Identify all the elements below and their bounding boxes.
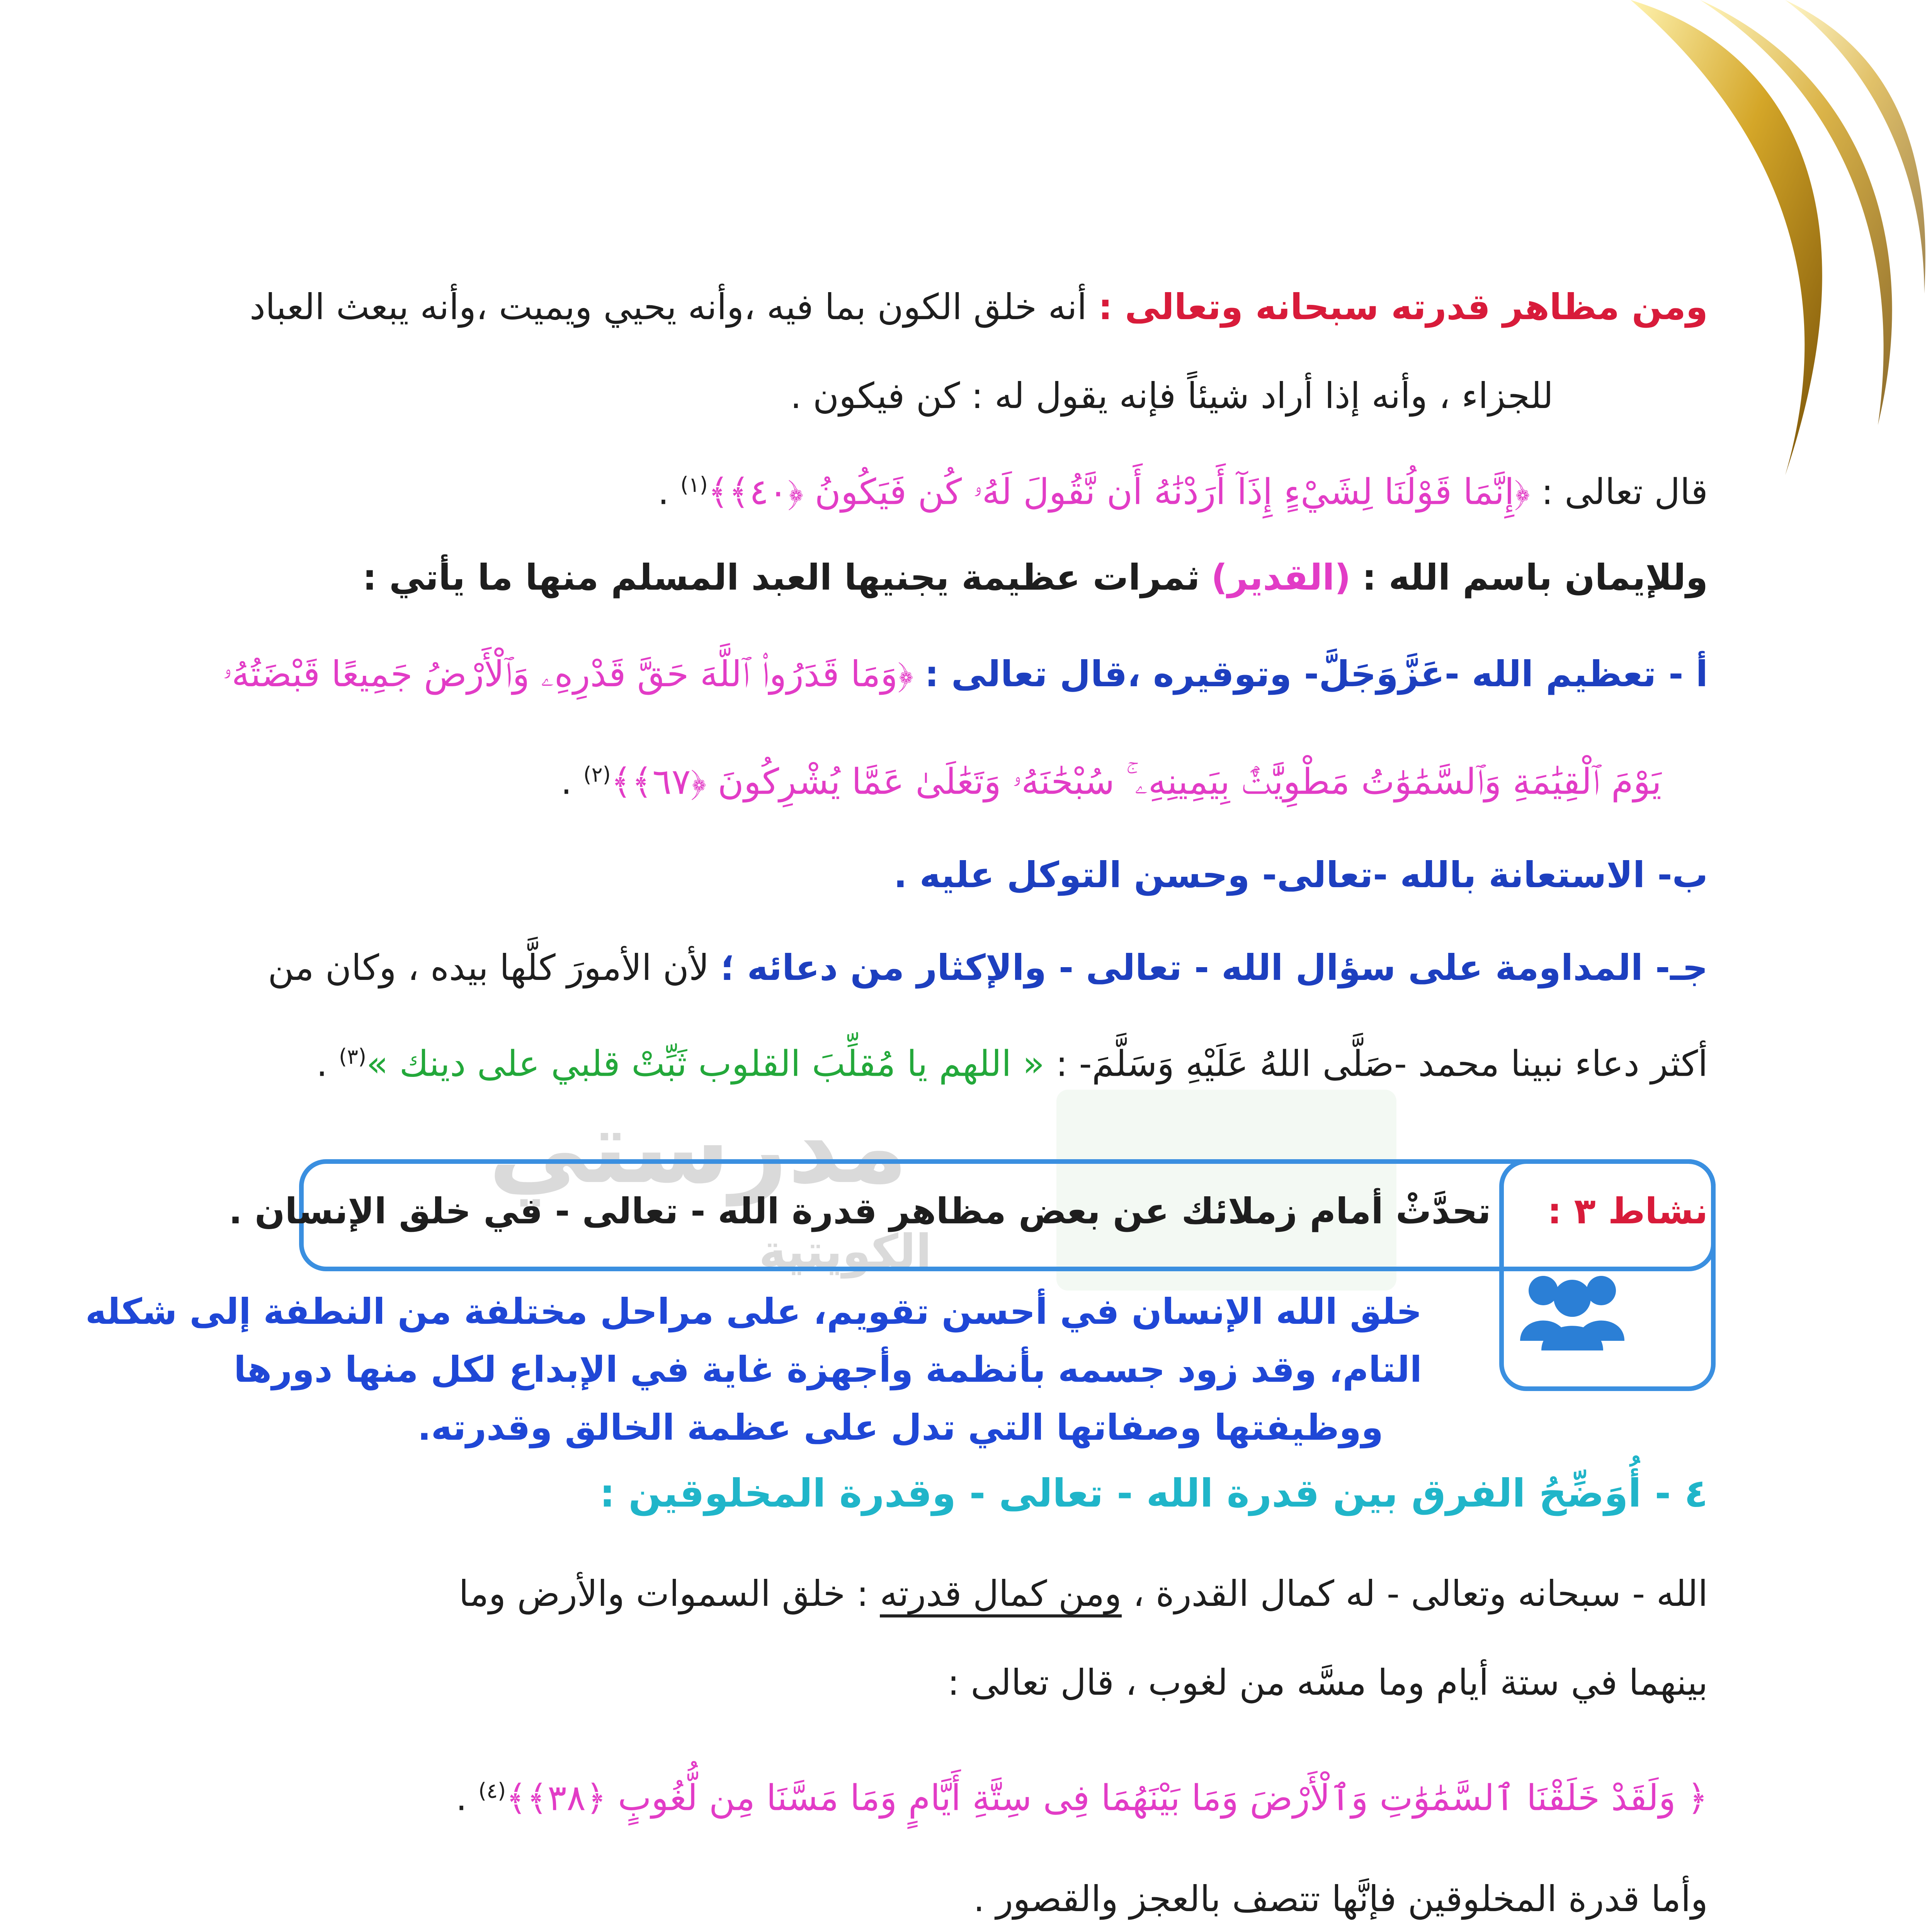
section-4-line-2 bbox=[268, 1658, 1708, 1708]
activity-answer-text-2: التام، وقد زود جسمه بأنظمة وأجهزة غاية في الإبداع لكل منها دورها bbox=[233, 1349, 1422, 1390]
activity-task: تحدَّثْ أمام زملائك عن بعض مظاهر قدرة الله - تعالى - في خلق الإنسان . bbox=[228, 1190, 1491, 1232]
verse-1-end: . bbox=[658, 471, 669, 513]
gold-swirl-top-decoration bbox=[1584, 0, 1932, 483]
group-users-icon bbox=[1516, 1267, 1628, 1352]
item-a-line-2 bbox=[268, 750, 1662, 807]
watermark-sub-text: الكويتية bbox=[759, 1225, 932, 1279]
activity-answer-text-3: ووظيفتها وصفاتها التي تدل على عظمة الخالق وقدرته. bbox=[417, 1407, 1383, 1448]
benefits-rest: ثمرات عظيمة يجنيها العبد المسلم منها ما يأتي : bbox=[362, 557, 1200, 598]
item-c-hadith: « اللهم يا مُقلِّبَ القلوب ثَبِّتْ قلبي على دينك » bbox=[366, 1043, 1045, 1085]
section-4-underlined: ومن كمال قدرته bbox=[880, 1573, 1122, 1617]
activity-answer-line-1 bbox=[85, 1287, 1422, 1337]
item-a-end: . bbox=[561, 761, 572, 803]
item-a-verse-1: ﴿وَمَا قَدَرُوا۟ ٱللَّهَ حَقَّ قَدْرِهِۦ وَٱلْأَرْضُ جَمِيعًا قَبْضَتُهُۥ bbox=[223, 653, 913, 695]
activity-label: نشاط ٣ : bbox=[1547, 1190, 1708, 1232]
item-a-label: أ - تعظيم الله -عَزَّوَجَلَّ- وتوقيره ،قال تعالى : bbox=[925, 653, 1708, 695]
activity-answer-line-3 bbox=[417, 1403, 1383, 1453]
activity-answer-text-1: خلق الله الإنسان في أحسن تقويم، على مراحل مختلفة من النطفة إلى شكله bbox=[85, 1291, 1422, 1332]
activity-line bbox=[228, 1186, 1708, 1236]
section-4-heading: ٤ - أُوَضِّحُ الفرق بين قدرة الله - تعالى - وقدرة المخلوقين : bbox=[599, 1471, 1708, 1516]
verse-1-text: ﴿إِنَّمَا قَوْلُنَا لِشَيْءٍ إِذَآ أَرَدْنَٰهُ أَن نَّقُولَ لَهُۥ كُن فَيَكُونُ ﴿٤٠﴾﴾ bbox=[707, 471, 1530, 513]
section-4-line-1 bbox=[268, 1569, 1708, 1619]
item-c-label: جـ- المداومة على سؤال الله - تعالى - والإكثار من دعائه ؛ bbox=[720, 947, 1708, 988]
section-4-text-2: بينهما في ستة أيام وما مسَّه من لغوب ، قال تعالى : bbox=[947, 1662, 1708, 1703]
section-4-end: . bbox=[456, 1777, 467, 1819]
section-4-text-1b: : خلق السموات والأرض وما bbox=[459, 1573, 880, 1614]
section-4-heading-line bbox=[268, 1468, 1708, 1520]
section-4-text-1a: الله - سبحانه وتعالى - له كمال القدرة ، bbox=[1121, 1573, 1708, 1614]
verse-1-line bbox=[268, 460, 1708, 517]
divine-name-al-qadeer: (القدير) bbox=[1211, 557, 1351, 598]
item-b-line bbox=[268, 850, 1708, 900]
activity-answer-line-2 bbox=[233, 1345, 1422, 1395]
section-4-conclusion-line bbox=[268, 1874, 1708, 1924]
paragraph-1-text-1: أنه خلق الكون بما فيه ،وأنه يحيي ويميت ،وأنه يبعث العباد bbox=[249, 286, 1087, 328]
item-c-line-2 bbox=[268, 1032, 1708, 1089]
paragraph-1-heading: ومن مظاهر قدرته سبحانه وتعالى : bbox=[1098, 286, 1708, 328]
benefits-lead: وللإيمان باسم الله : bbox=[1362, 557, 1708, 598]
item-c-footnote-ref: (٣) bbox=[338, 1044, 367, 1069]
item-a-verse-2: يَوْمَ ٱلْقِيَٰمَةِ وَٱلسَّمَٰوَٰتُ مَطْوِيَّٰتٌۢ بِيَمِينِهِۦ ۚ سُبْحَٰنَهُۥ وَتَعَٰلَىٰ عَمَّا يُشْرِكُونَ ﴿٦٧﴾﴾ bbox=[611, 761, 1662, 803]
section-4-verse-line bbox=[268, 1766, 1708, 1823]
benefits-intro-line bbox=[268, 553, 1708, 603]
item-a-line-1 bbox=[223, 649, 1708, 699]
verse-1-intro: قال تعالى : bbox=[1541, 471, 1708, 513]
item-c-line-2-text: أكثر دعاء نبينا محمد -صَلَّى اللهُ عَلَيْهِ وَسَلَّمَ- : bbox=[1056, 1043, 1708, 1085]
item-c-rest: لأن الأمورَ كلَّها بيده ، وكان من bbox=[268, 947, 709, 988]
paragraph-1-line-1 bbox=[249, 282, 1708, 332]
section-4-conclusion: وأما قدرة المخلوقين فإنَّها تتصف بالعجز والقصور . bbox=[973, 1878, 1708, 1920]
verse-1-footnote-ref: (١) bbox=[680, 473, 708, 497]
item-c-end: . bbox=[316, 1043, 328, 1085]
item-c-line-1 bbox=[268, 943, 1708, 993]
section-4-verse: ﴿ وَلَقَدْ خَلَقْنَا ٱلسَّمَٰوَٰتِ وَٱلْأَرْضَ وَمَا بَيْنَهُمَا فِى سِتَّةِ أَيَّامٍ وَمَا مَسَّنَا مِن لُّغُوبٍ ﴿٣٨﴾﴾ bbox=[506, 1777, 1708, 1819]
section-4-footnote-ref: (٤) bbox=[478, 1779, 506, 1803]
item-b-text: ب- الاستعانة بالله -تعالى- وحسن التوكل عليه . bbox=[893, 854, 1708, 896]
paragraph-1-text-2: للجزاء ، وأنه إذا أراد شيئاً فإنه يقول له : كن فيكون . bbox=[790, 375, 1553, 417]
watermark-main-text: مدرستي bbox=[488, 1089, 908, 1206]
item-a-footnote-ref: (٢) bbox=[583, 762, 611, 787]
paragraph-1-line-2 bbox=[268, 371, 1553, 421]
